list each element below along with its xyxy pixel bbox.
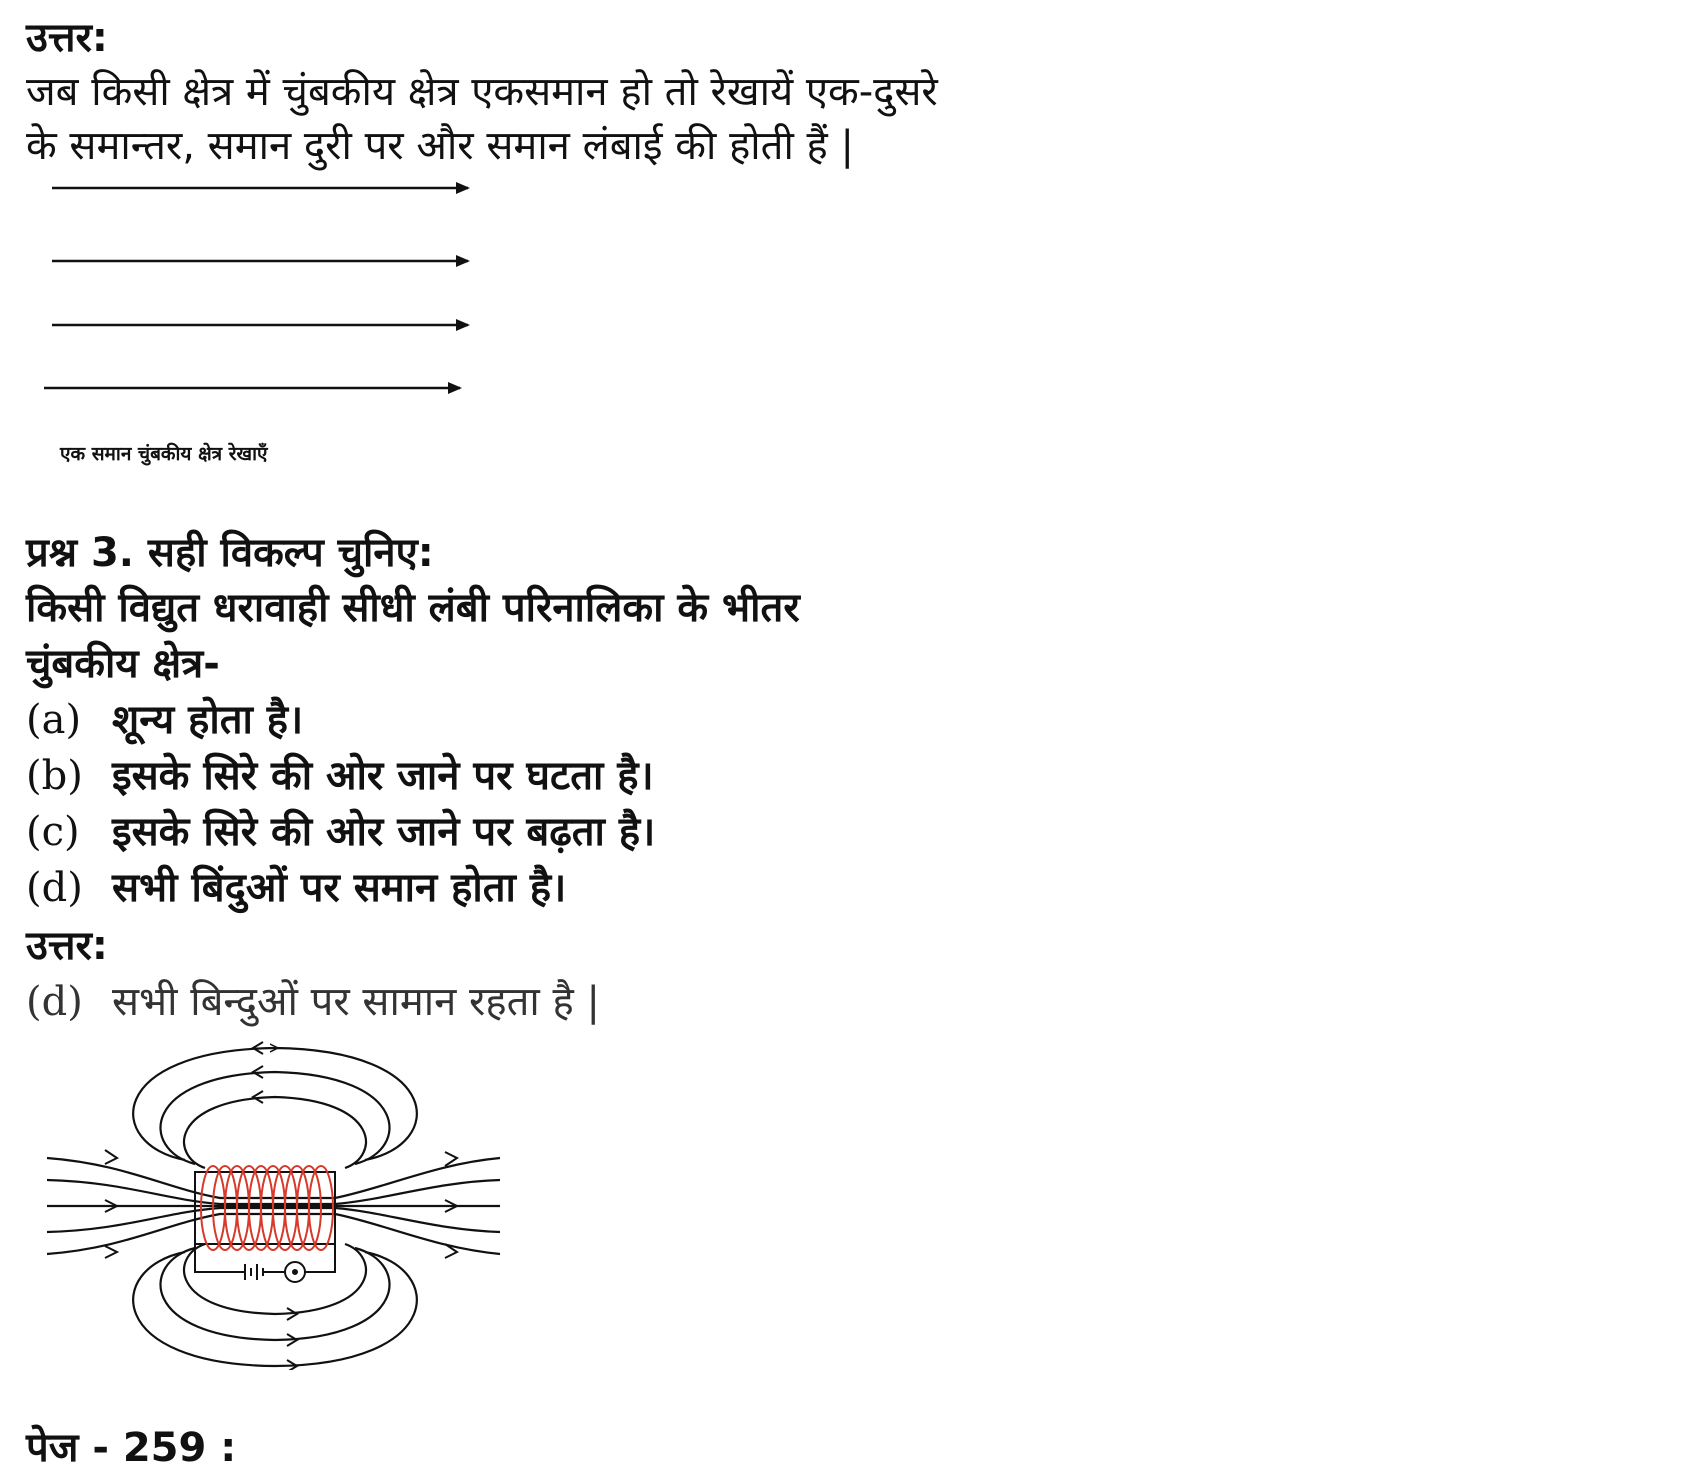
field-loop-lower-inner: [184, 1244, 366, 1314]
field-loop-upper-outer: [133, 1048, 417, 1160]
option-d: [26, 858, 566, 913]
option-b: [26, 746, 654, 801]
uniform-field-lines-diagram: [40, 165, 500, 405]
answer-text-line-1: जब किसी क्षेत्र में चुंबकीय क्षेत्र एकसमान हो तो रेखायें एक-दुसरे: [26, 69, 938, 115]
field-loop-upper-middle: [160, 1072, 389, 1164]
option-text: इसके सिरे की ओर जाने पर बढ़ता है।: [112, 809, 656, 855]
answer3-heading: उत्तर:: [26, 923, 108, 969]
answer-heading: उत्तर:: [26, 15, 108, 61]
option-letter: (b): [26, 753, 83, 799]
answer3-text: [26, 972, 600, 1027]
option-text: सभी बिंदुओं पर समान होता है।: [112, 865, 567, 911]
page-label: पेज - 259 :: [26, 1425, 237, 1471]
option-letter: (d): [26, 865, 83, 911]
answer3-statement: सभी बिन्दुओं पर सामान रहता है |: [112, 979, 600, 1025]
arrowhead: [105, 1246, 117, 1258]
circuit-wire: [195, 1244, 230, 1272]
answer3-letter: (d): [26, 979, 83, 1025]
field-loop-upper-inner: [184, 1097, 366, 1168]
question-title: प्रश्न 3. सही विकल्प चुनिए:: [26, 530, 434, 576]
arrowhead: [445, 1152, 457, 1166]
answer-text-line-2: के समान्तर, समान दुरी पर और समान लंबाई की होती हैं |: [26, 123, 854, 169]
option-text: इसके सिरे की ओर जाने पर घटता है।: [112, 753, 654, 799]
option-text: शून्य होता है।: [112, 697, 304, 743]
option-letter: (a): [26, 697, 82, 743]
solenoid-magnetic-field-diagram: [45, 1040, 505, 1370]
battery: [230, 1264, 280, 1280]
arrowhead: [105, 1150, 117, 1164]
figure-caption: एक समान चुंबकीय क्षेत्र रेखाएँ: [60, 443, 268, 465]
option-letter: (c): [26, 809, 80, 855]
question-text-line-1: किसी विद्युत धरावाही सीधी लंबी परिनालिका के भीतर: [26, 585, 800, 631]
option-a: [26, 690, 303, 745]
option-c: [26, 802, 655, 857]
question-text-line-2: चुंबकीय क्षेत्र-: [26, 641, 220, 687]
field-loop-lower-outer: [133, 1252, 417, 1366]
